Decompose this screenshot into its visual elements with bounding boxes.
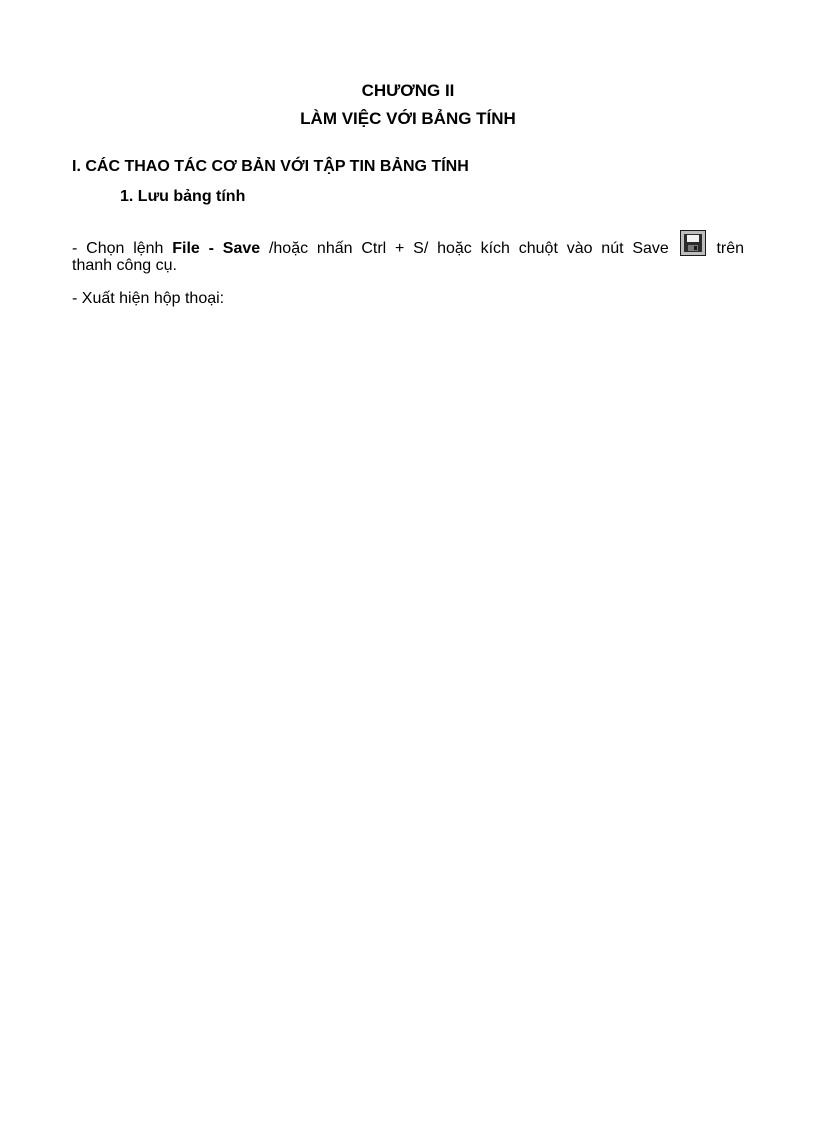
- paragraph-dialog-appears: - Xuất hiện hộp thoại:: [72, 290, 225, 307]
- paragraph-prefix: - Chọn lệnh: [72, 240, 173, 257]
- paragraph-line-2: thanh công cụ.: [72, 257, 177, 274]
- subsection-heading: 1. Lưu bảng tính: [120, 188, 246, 205]
- paragraph-middle: /hoặc nhấn Ctrl + S/ hoặc kích chuột vào nút Save: [260, 240, 678, 257]
- floppy-disk-save-icon: [680, 230, 706, 256]
- floppy-disk-glyph: [683, 233, 703, 253]
- chapter-number: CHƯƠNG II: [361, 81, 455, 100]
- file-save-command: File - Save: [172, 240, 261, 257]
- chapter-title: LÀM VIỆC VỚI BẢNG TÍNH: [300, 109, 516, 128]
- section-heading: I. CÁC THAO TÁC CƠ BẢN VỚI TẬP TIN BẢNG TÍNH: [72, 158, 469, 175]
- paragraph-suffix: trên: [707, 240, 745, 257]
